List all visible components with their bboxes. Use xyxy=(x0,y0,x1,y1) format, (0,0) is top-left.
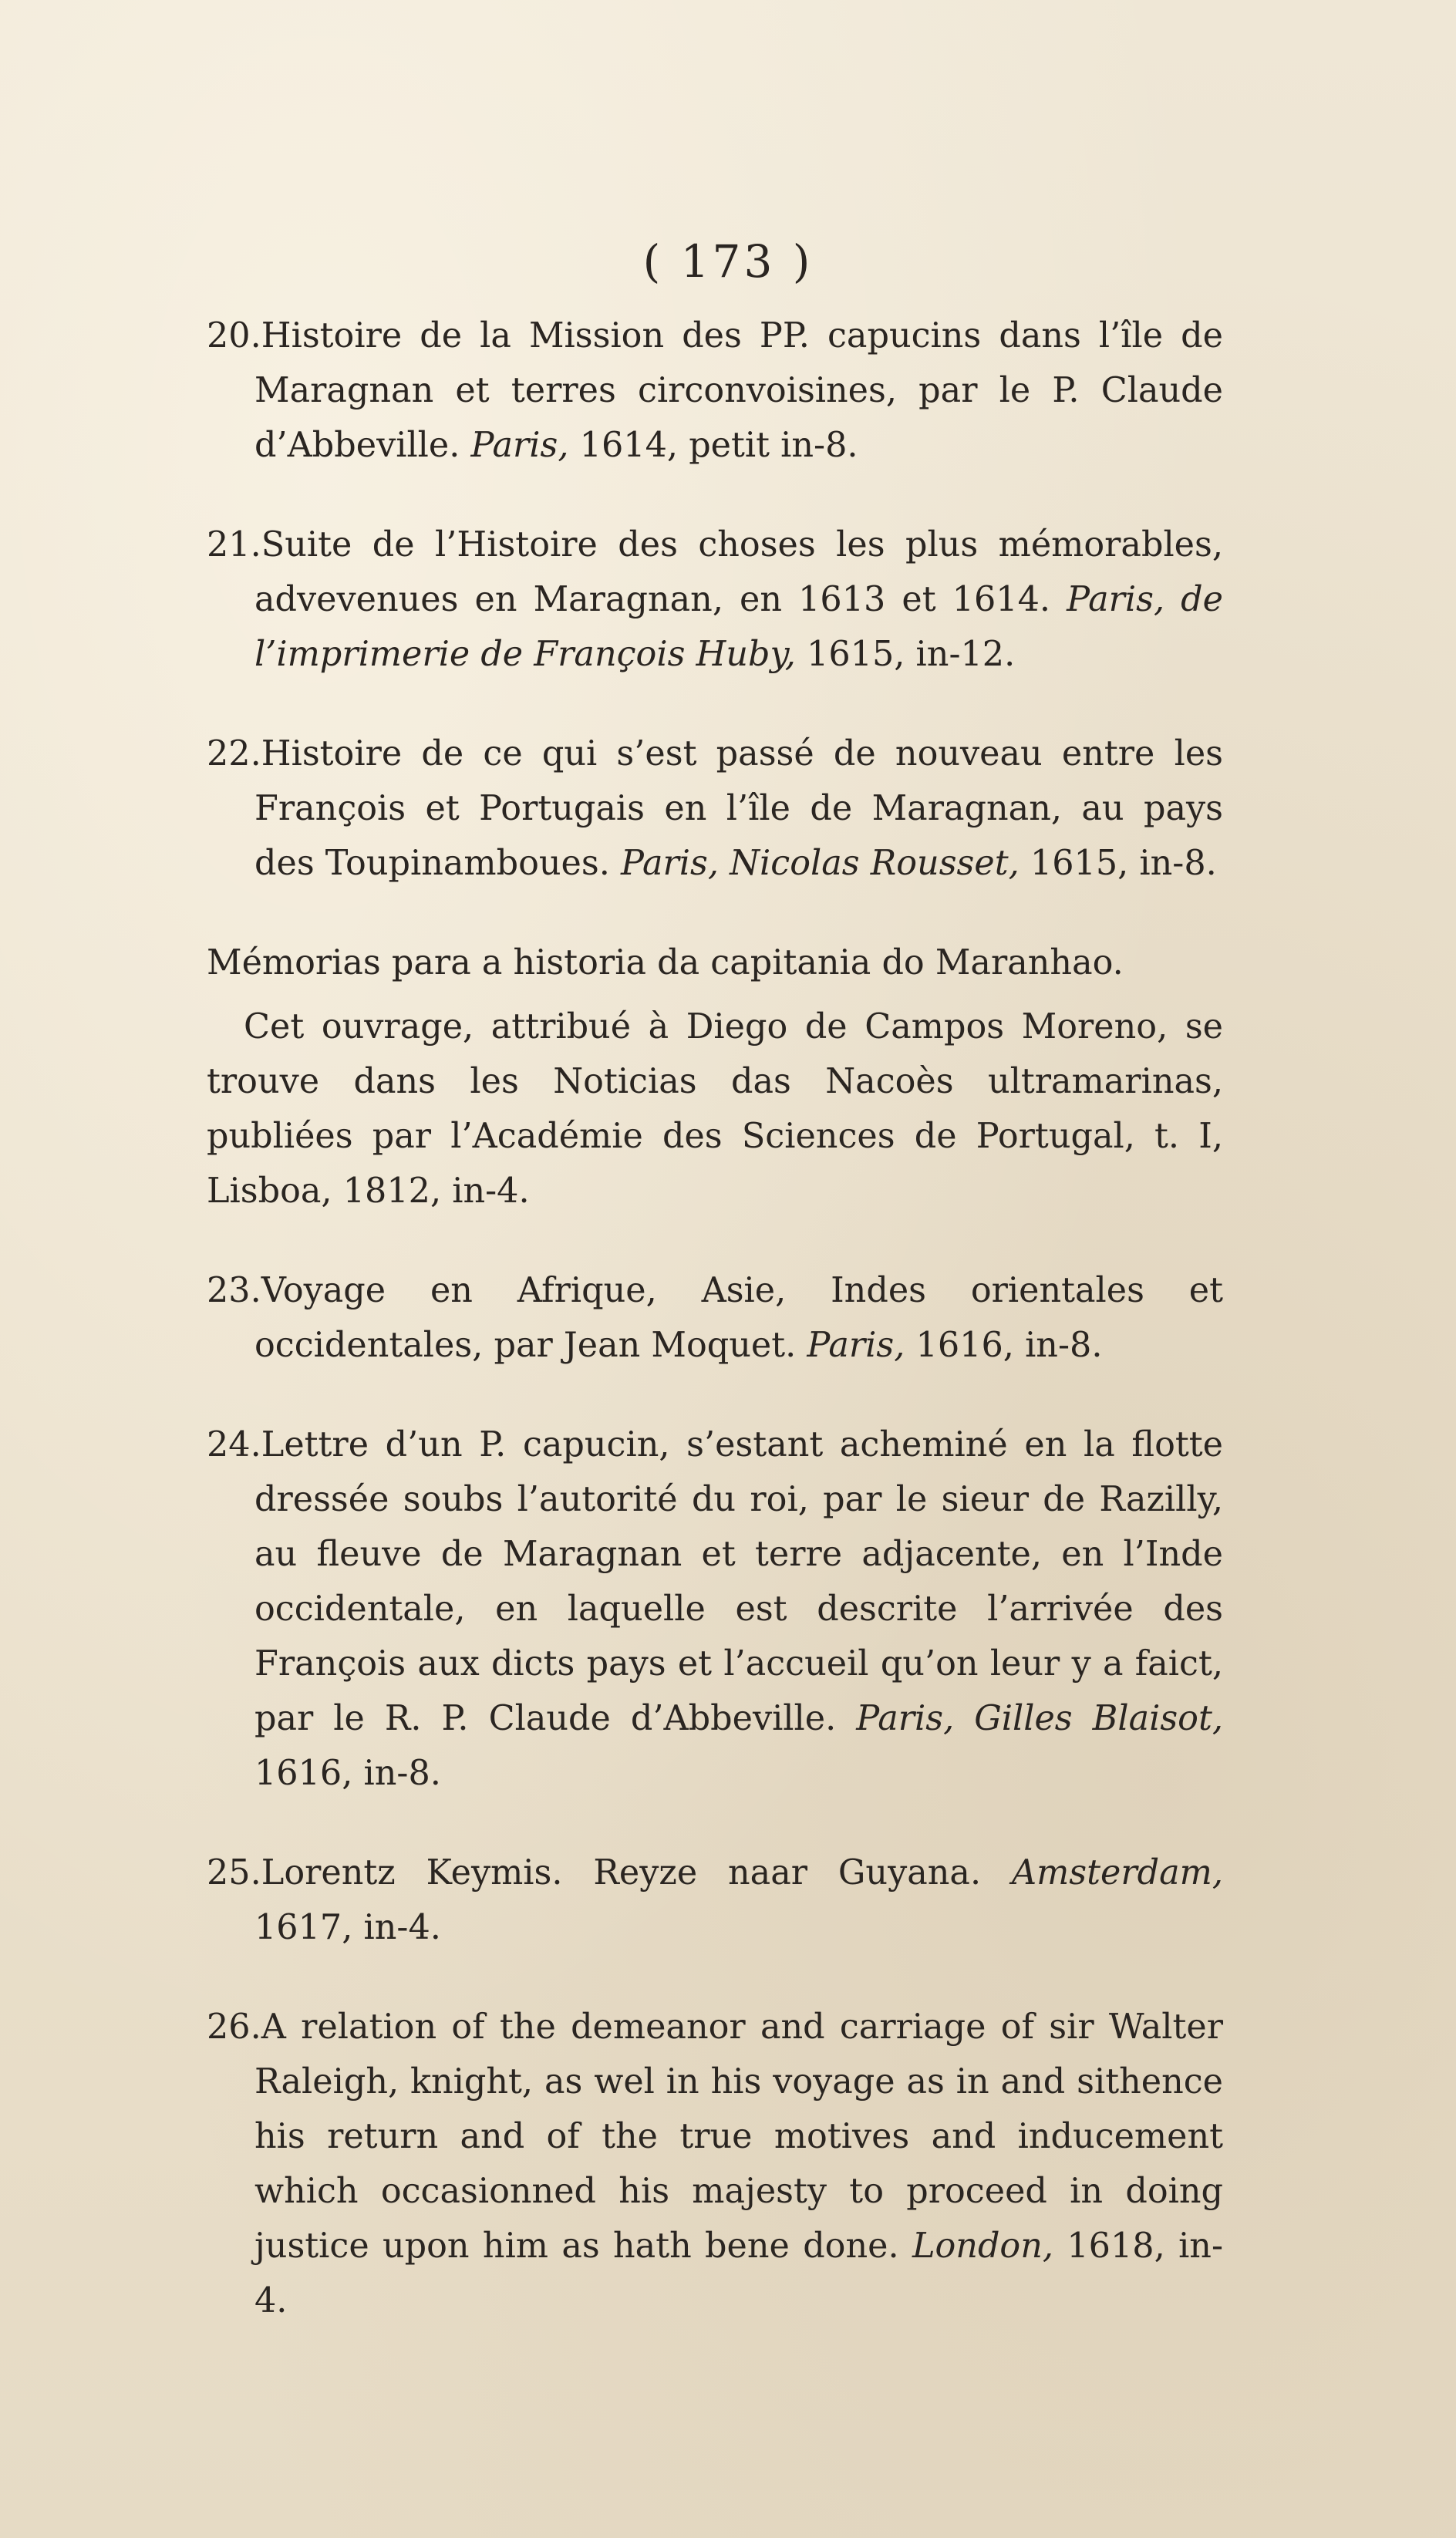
entry-imprint: London, xyxy=(912,2226,1054,2266)
entry-date-format: 1615, in-12. xyxy=(795,635,1016,674)
entry-number: 22. xyxy=(207,734,261,774)
note-body: Cet ouvrage, attribué à Diego de Campos Moreno, se trouve dans les Noticias das Nacoès ultramarinas, publiées par l’Académie des Sciences de Portugal, t. I, Lisboa, 1812, in-4. xyxy=(207,1007,1223,1211)
entry-title: Histoire de ce qui s’est passé de nouveau entre les François et Portugais en l’île de Maragnan, au pays des Toupinamboues. xyxy=(254,734,1223,883)
entry-title: Lorentz Keymis. Reyze naar Guyana. xyxy=(261,1853,1012,1893)
entry-number: 25. xyxy=(207,1853,261,1893)
entry-number: 24. xyxy=(207,1425,261,1464)
entry-number: 20. xyxy=(207,316,261,356)
bibliography-entry-22 xyxy=(207,726,1223,891)
page-number: ( 173 ) xyxy=(642,235,814,288)
bibliography-entry-24 xyxy=(207,1417,1223,1801)
entry-title: Histoire de la Mission des PP. capucins dans l’île de Maragnan et terres circonvoisines, par le P. Claude d’Abbeville. xyxy=(254,316,1223,465)
bibliography-entry-21 xyxy=(207,517,1223,682)
entry-number: 21. xyxy=(207,525,261,565)
entry-date-format: 1616, in-8. xyxy=(905,1326,1103,1365)
entry-imprint: Paris, Gilles Blaisot, xyxy=(856,1699,1223,1738)
entry-title: A relation of the demeanor and carriage of sir Walter Raleigh, knight, as wel in his voyage as in and sithence his return and of the true motives and inducement which occasionned his majesty to proceed in doing justice upon him as hath bene done. xyxy=(254,2007,1223,2266)
entry-number: 26. xyxy=(207,2007,261,2047)
bibliography-entry-20 xyxy=(207,308,1223,473)
entry-imprint: Paris, xyxy=(470,426,569,465)
entry-date-format: 1615, in-8. xyxy=(1019,844,1217,883)
entry-imprint: Amsterdam, xyxy=(1011,1853,1223,1893)
page-text xyxy=(207,308,1223,2373)
bibliography-entry-25 xyxy=(207,1845,1223,1955)
entry-imprint: Paris, de l’imprimerie de François Huby, xyxy=(254,580,1223,674)
entry-date-format: 1618, in-4. xyxy=(254,2226,1223,2321)
entry-date-format: 1617, in-4. xyxy=(254,1908,441,1947)
entry-imprint: Paris, Nicolas Rousset, xyxy=(621,844,1020,883)
bibliography-entry-23 xyxy=(207,1263,1223,1373)
entry-number: 23. xyxy=(207,1271,261,1310)
entry-imprint: Paris, xyxy=(807,1326,905,1365)
entry-title: Voyage en Afrique, Asie, Indes orientales et occidentales, par Jean Moquet. xyxy=(254,1271,1223,1365)
entry-date-format: 1616, in-8. xyxy=(254,1754,441,1793)
bibliography-entry-26 xyxy=(207,2000,1223,2328)
entry-date-format: 1614, petit in-8. xyxy=(568,426,858,465)
note-title: Mémorias para a historia da capitania do Maranhao. xyxy=(207,943,1124,983)
entry-title: Suite de l’Histoire des choses les plus mémorables, advevenues en Maragnan, en 1613 et 1614. xyxy=(254,525,1223,619)
entry-title: Lettre d’un P. capucin, s’estant acheminé en la flotte dressée soubs l’autorité du roi, par le sieur de Razilly, au fleuve de Maragnan et terre adjacente, en l’Inde occidentale, en laquelle est descrite l’arrivée des François aux dicts pays et l’accueil qu’on leur y a faict, par le R. P. Claude d’Abbeville. xyxy=(254,1425,1223,1738)
